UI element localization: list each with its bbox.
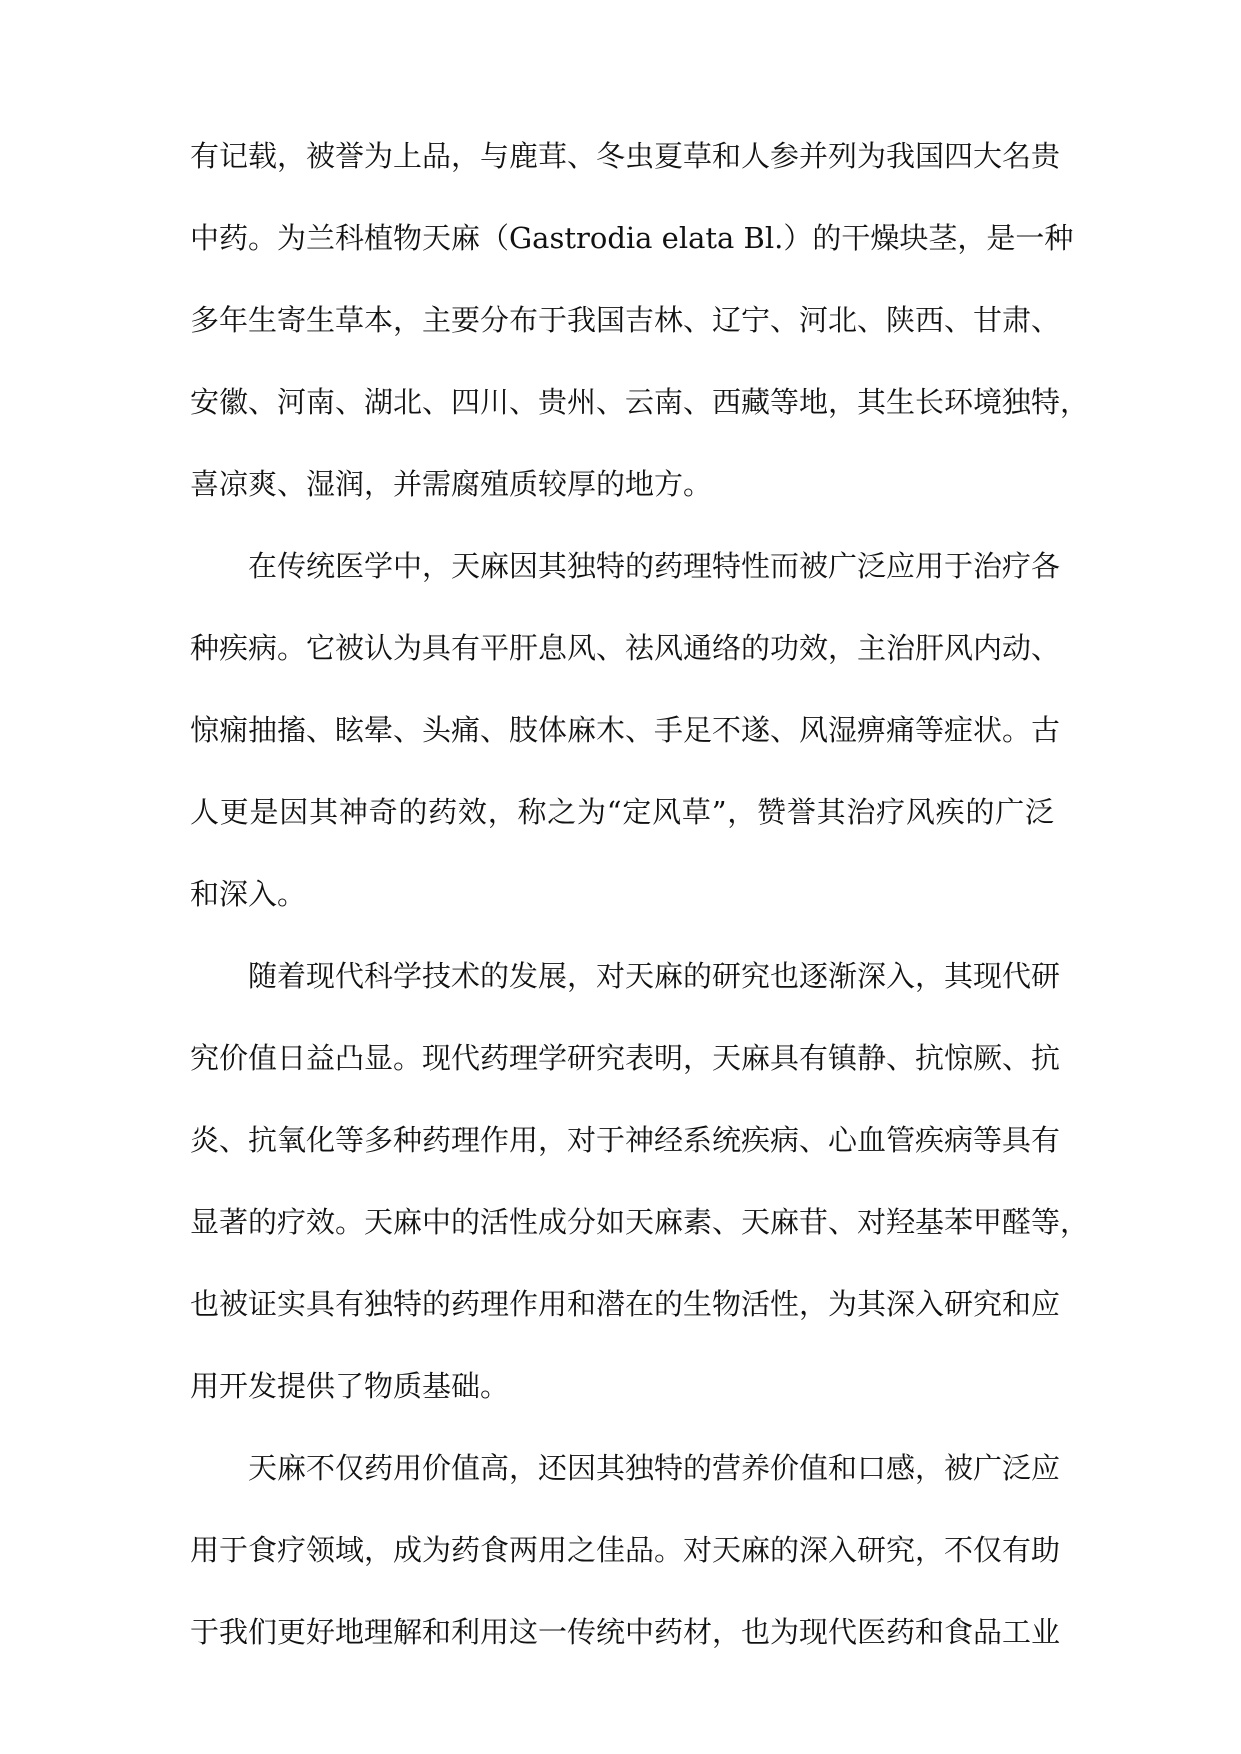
- paragraph-2-line-4: 人更是因其神奇的药效，称之为“定风草”，赞誉其治疗风疾的广泛: [190, 795, 1054, 829]
- paragraph-2-line-5: 和深入。: [190, 877, 307, 911]
- paragraph-3-line-6: 用开发提供了物质基础。: [190, 1369, 510, 1403]
- paragraph-1-line-4: 安徽、河南、湖北、四川、贵州、云南、西藏等地，其生长环境独特，: [190, 385, 1090, 419]
- paragraph-1-line-1: 有记载，被誉为上品，与鹿茸、冬虫夏草和人参并列为我国四大名贵: [190, 139, 1061, 173]
- paragraph-1-line-3: 多年生寄生草本，主要分布于我国吉林、辽宁、河北、陕西、甘肃、: [190, 303, 1061, 337]
- paragraph-3-line-4: 显著的疗效。天麻中的活性成分如天麻素、天麻苷、对羟基苯甲醛等，: [190, 1205, 1090, 1239]
- paragraph-2-line-2: 种疾病。它被认为具有平肝息风、祛风通络的功效，主治肝风内动、: [190, 631, 1061, 665]
- paragraph-2-line-1: 在传统医学中，天麻因其独特的药理特性而被广泛应用于治疗各: [248, 549, 1061, 583]
- paragraph-2-line-3: 惊痫抽搐、眩晕、头痛、肢体麻木、手足不遂、风湿痹痛等症状。古: [190, 713, 1061, 747]
- paragraph-3-line-3: 炎、抗氧化等多种药理作用，对于神经系统疾病、心血管疾病等具有: [190, 1123, 1061, 1157]
- paragraph-1-line-2: 中药。为兰科植物天麻（Gastrodia elata Bl.）的干燥块茎，是一种: [190, 221, 1074, 255]
- paragraph-1-line-5: 喜凉爽、湿润，并需腐殖质较厚的地方。: [190, 467, 713, 501]
- paragraph-4-line-2: 用于食疗领域，成为药食两用之佳品。对天麻的深入研究，不仅有助: [190, 1533, 1061, 1567]
- paragraph-4-line-3: 于我们更好地理解和利用这一传统中药材，也为现代医药和食品工业: [190, 1615, 1061, 1649]
- paragraph-4-line-1: 天麻不仅药用价值高，还因其独特的营养价值和口感，被广泛应: [248, 1451, 1061, 1485]
- paragraph-3-line-1: 随着现代科学技术的发展，对天麻的研究也逐渐深入，其现代研: [248, 959, 1061, 993]
- paragraph-3-line-5: 也被证实具有独特的药理作用和潜在的生物活性，为其深入研究和应: [190, 1287, 1061, 1321]
- paragraph-3-line-2: 究价值日益凸显。现代药理学研究表明，天麻具有镇静、抗惊厥、抗: [190, 1041, 1061, 1075]
